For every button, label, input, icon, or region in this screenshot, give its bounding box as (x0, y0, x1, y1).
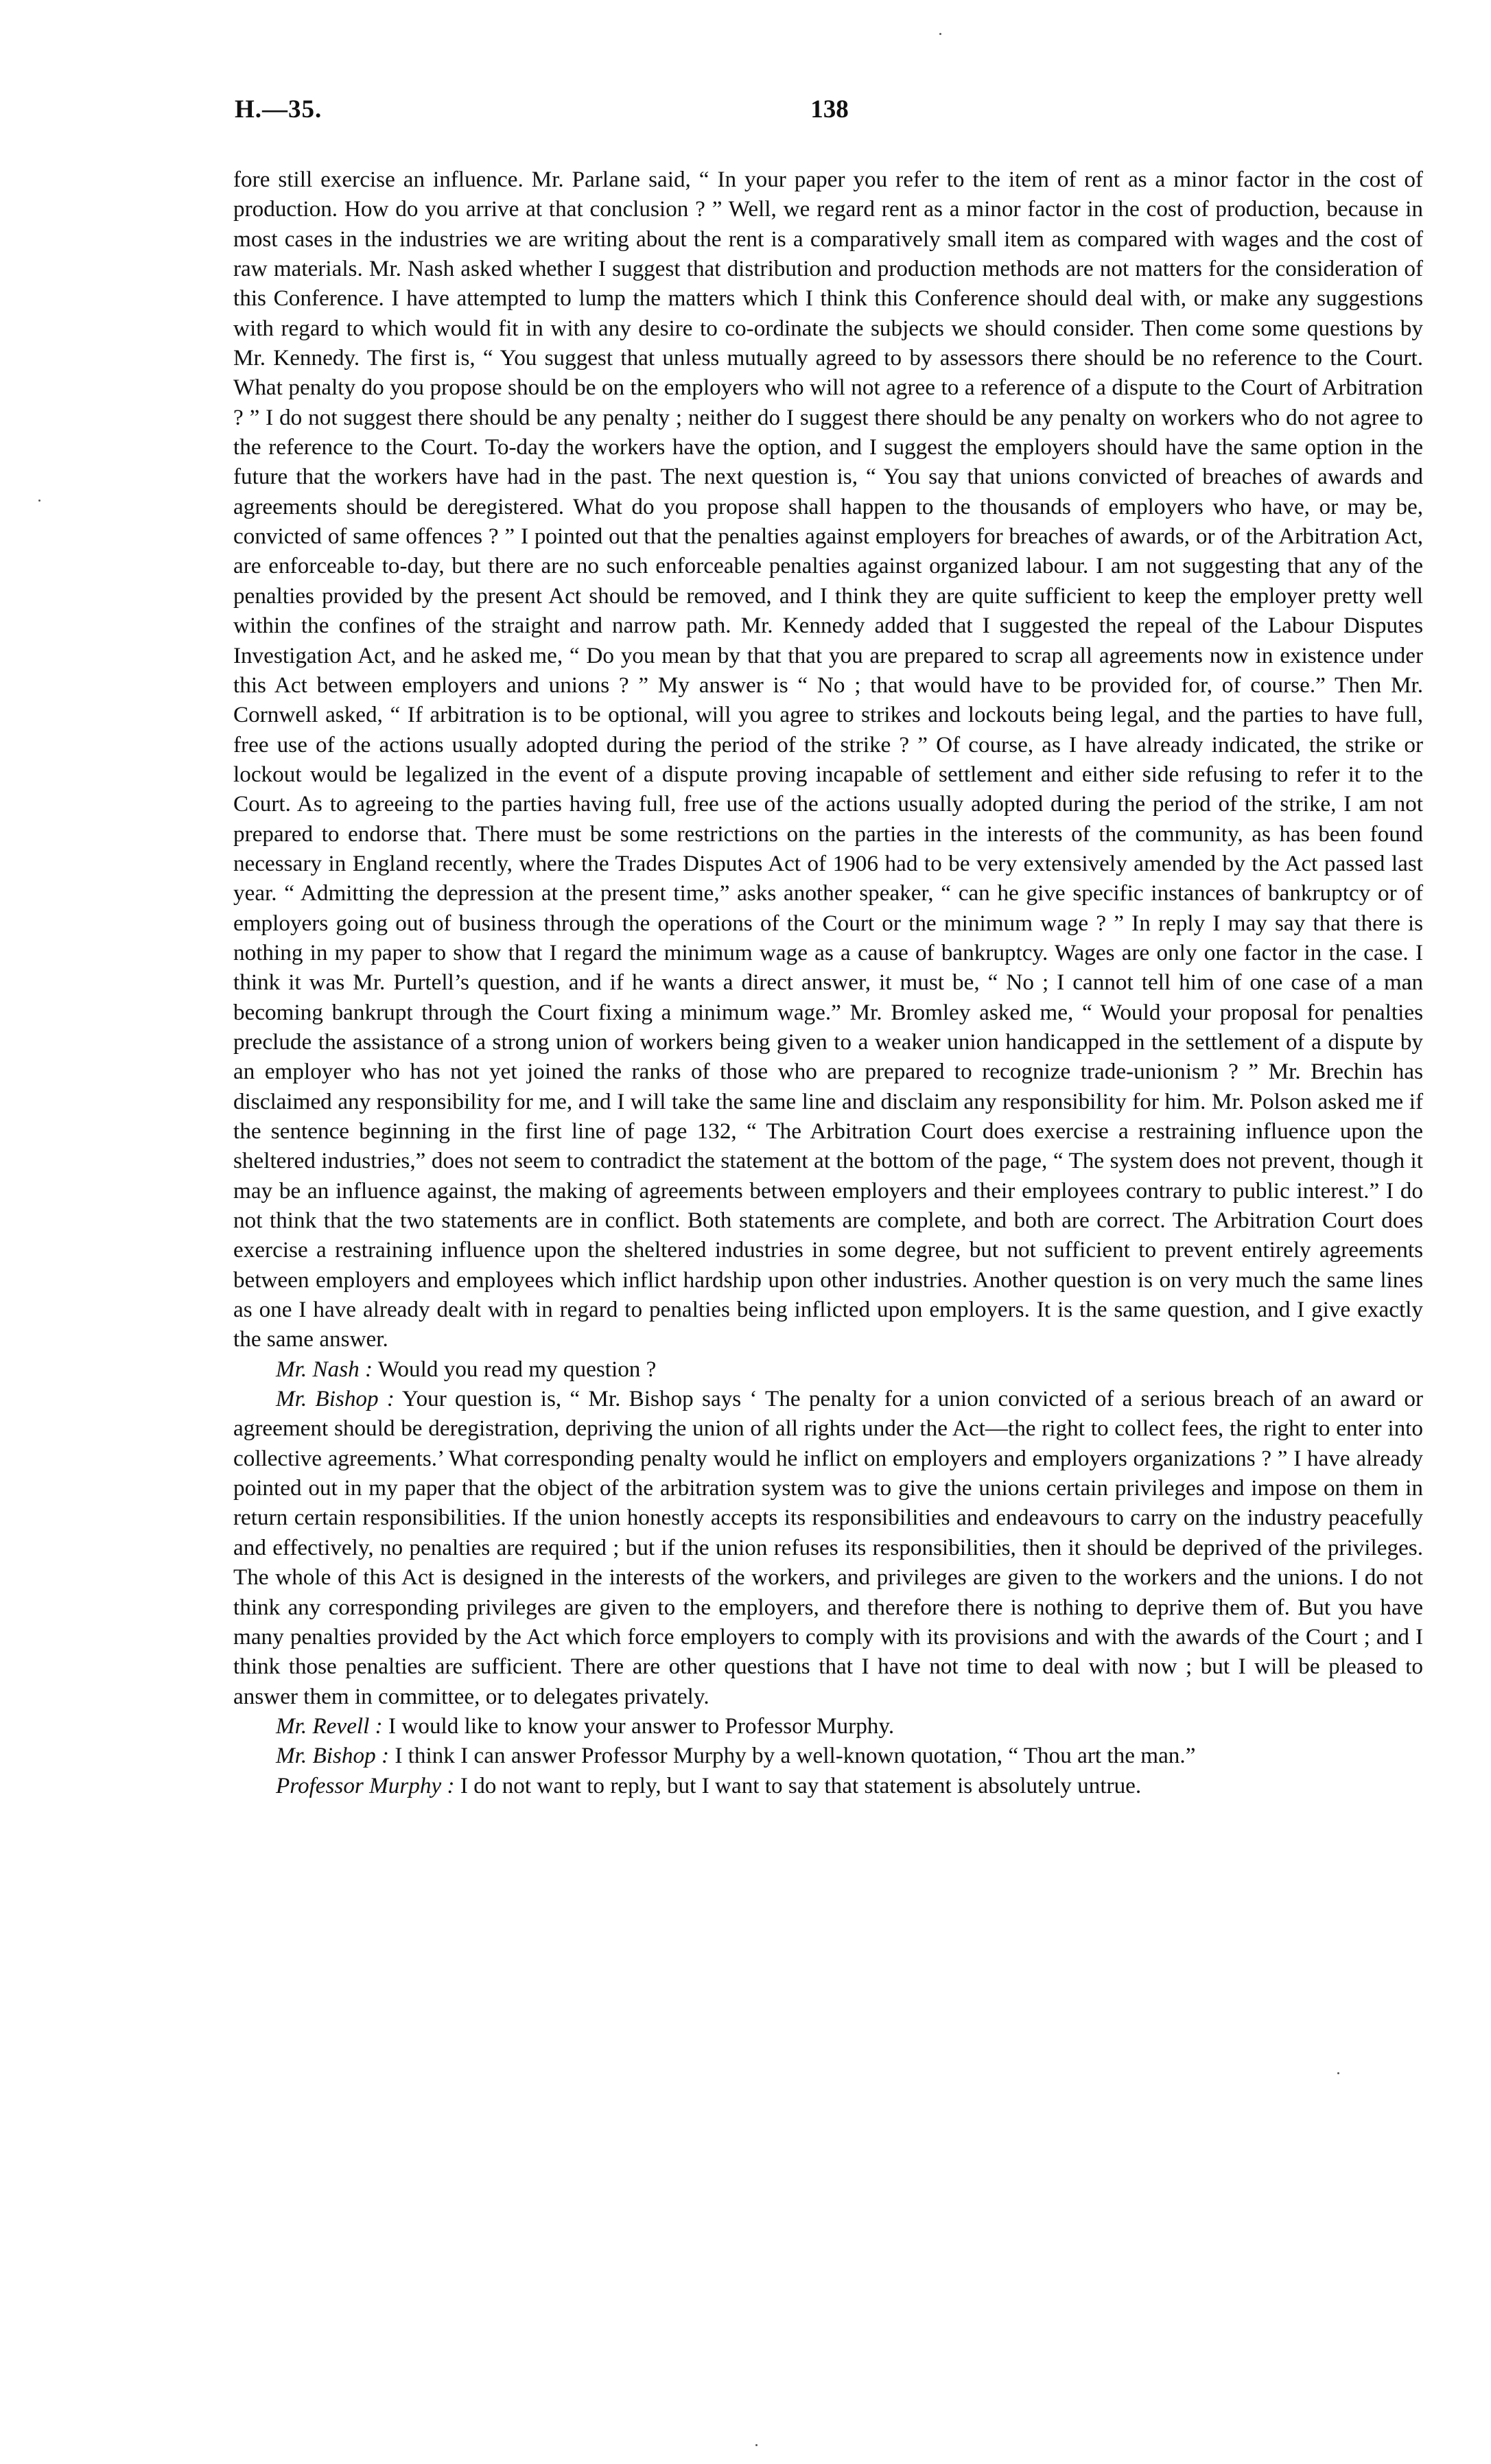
document-reference: H.—35. (235, 95, 322, 124)
scan-speck (755, 2444, 758, 2446)
scan-speck (939, 33, 941, 35)
speaker-name: Professor Murphy : (276, 1772, 455, 1798)
speech-bishop-answer (233, 1384, 1423, 1711)
speaker-name: Mr. Bishop : (276, 1743, 390, 1769)
page-header (235, 95, 1424, 136)
speaker-name: Mr. Revell : (276, 1713, 383, 1739)
speaker-name: Mr. Bishop : (276, 1386, 395, 1412)
speech-text: I do not want to reply, but I want to say that statement is absolutely untrue. (460, 1772, 1142, 1798)
scan-speck (1337, 2072, 1339, 2074)
body-text (233, 165, 1423, 1800)
speech-text: Your question is, “ Mr. Bishop says ‘ The penalty for a union convicted of a serious breach of an award or agreement should be deregistration, depriving the union of all rights under the Act—the right to collect fees, the right to enter into collective agreements.’ What corresponding penalty would he inflict on employers and employers organizations ? ” I have already pointed out in my paper that the object of the arbitration system was to give the unions certain privileges and impose on them in return certain responsibilities. If the union honestly accepts its responsibilities and endeavours to carry on the industry peacefully and effectively, no penalties are required ; but if the union refuses its responsibilities, then it should be deprived of the privileges. The whole of this Act is designed in the interests of the workers, and privileges are given to the workers and the unions. I do not think any corresponding privileges are given to the employers, and therefore there is nothing to deprive them of. But you have many penalties provided by the Act which force employers to comply with its provisions and with the awards of the Court ; and I think those penalties are sufficient. There are other questions that I have not time to deal with now ; but I will be pleased to answer them in committee, or to delegates privately. (233, 1386, 1423, 1709)
speech-nash (233, 1354, 1423, 1384)
scan-speck (38, 500, 40, 502)
speech-text: Would you read my question ? (377, 1356, 657, 1382)
speech-murphy (233, 1771, 1423, 1800)
page-number: 138 (810, 95, 849, 124)
speech-text: I would like to know your answer to Professor Murphy. (388, 1713, 895, 1739)
speaker-name: Mr. Nash : (276, 1356, 373, 1382)
speech-bishop-quotation (233, 1741, 1423, 1770)
paragraph-continuation: fore still exercise an influence. Mr. Parlane said, “ In your paper you refer to the item of rent as a minor factor in the cost of production. How do you arrive at that conclusion ? ” Well, we regard rent as a minor factor in the cost of production, because in most cases in the industries we are writing about the rent is a comparatively small item as compared with wages and the cost of raw materials. Mr. Nash asked whether I suggest that distribution and production methods are not matters for the consideration of this Conference. I have attempted to lump the matters which I think this Conference should deal with, or make any suggestions with regard to which would fit in with any desire to co-ordinate the subjects we should consider. Then come some questions by Mr. Kennedy. The first is, “ You suggest that unless mutually agreed to by assessors there should be no reference to the Court. What penalty do you propose should be on the employers who will not agree to a reference of a dispute to the Court of Arbitration ? ” I do not suggest there should be any penalty ; neither do I suggest there should be any penalty on workers who do not agree to the reference to the Court. To-day the workers have the option, and I suggest the employers should have the same option in the future that the workers have had in the past. The next question is, “ You say that unions convicted of breaches of awards and agreements should be deregistered. What do you propose shall happen to the thousands of employers who have, or may be, convicted of same offences ? ” I pointed out that the penalties against employers for breaches of awards, or of the Arbitration Act, are enforceable to-day, but there are no such enforceable penalties against organized labour. I am not suggesting that any of the penalties provided by the present Act should be removed, and I think they are quite sufficient to keep the employer pretty well within the confines of the straight and narrow path. Mr. Kennedy added that I suggested the repeal of the Labour Disputes Investigation Act, and he asked me, “ Do you mean by that that you are prepared to scrap all agreements now in existence under this Act between employers and unions ? ” My answer is “ No ; that would have to be provided for, of course.” Then Mr. Cornwell asked, “ If arbitration is to be optional, will you agree to strikes and lockouts being legal, and the parties to have full, free use of the actions usually adopted during the period of the strike ? ” Of course, as I have already indicated, the strike or lockout would be legalized in the event of a dispute proving incapable of settlement and either side refusing to refer it to the Court. As to agreeing to the parties having full, free use of the actions usually adopted during the period of the strike, I am not prepared to endorse that. There must be some restrictions on the parties in the interests of the community, as has been found necessary in England recently, where the Trades Disputes Act of 1906 had to be very extensively amended by the Act passed last year. “ Admitting the depression at the present time,” asks another speaker, “ can he give specific instances of bankruptcy or of employers going out of business through the operations of the Court or the minimum wage ? ” In reply I may say that there is nothing in my paper to show that I regard the minimum wage as a cause of bankruptcy. Wages are only one factor in the case. I think it was Mr. Purtell’s question, and if he wants a direct answer, it must be, “ No ; I cannot tell him of one case of a man becoming bankrupt through the Court fixing a minimum wage.” Mr. Bromley asked me, “ Would your proposal for penalties preclude the assistance of a strong union of workers being given to a weaker union handicapped in the settlement of a dispute by an employer who has not yet joined the ranks of those who are prepared to recognize trade-unionism ? ” Mr. Brechin has disclaimed any responsibility for me, and I will take the same line and disclaim any responsibility for him. Mr. Polson asked me if the sentence beginning in the first line of page 132, “ The Arbitration Court does exercise a restraining influence upon the sheltered industries,” does not seem to contradict the statement at the bottom of the page, “ The system does not prevent, though it may be an influence against, the making of agreements between employers and their employees contrary to public interest.” I do not think that the two statements are in conflict. Both statements are complete, and both are correct. The Arbitration Court does exercise a restraining influence upon the sheltered industries in some degree, but not sufficient to prevent entirely agreements between employers and employees which inflict hardship upon other industries. Another question is on very much the same lines as one I have already dealt with in regard to penalties being inflicted upon employers. It is the same question, and I give exactly the same answer. (233, 167, 1423, 1352)
speech-revell (233, 1711, 1423, 1741)
speech-text: I think I can answer Professor Murphy by a well-known quotation, “ Thou art the man.” (395, 1743, 1196, 1769)
